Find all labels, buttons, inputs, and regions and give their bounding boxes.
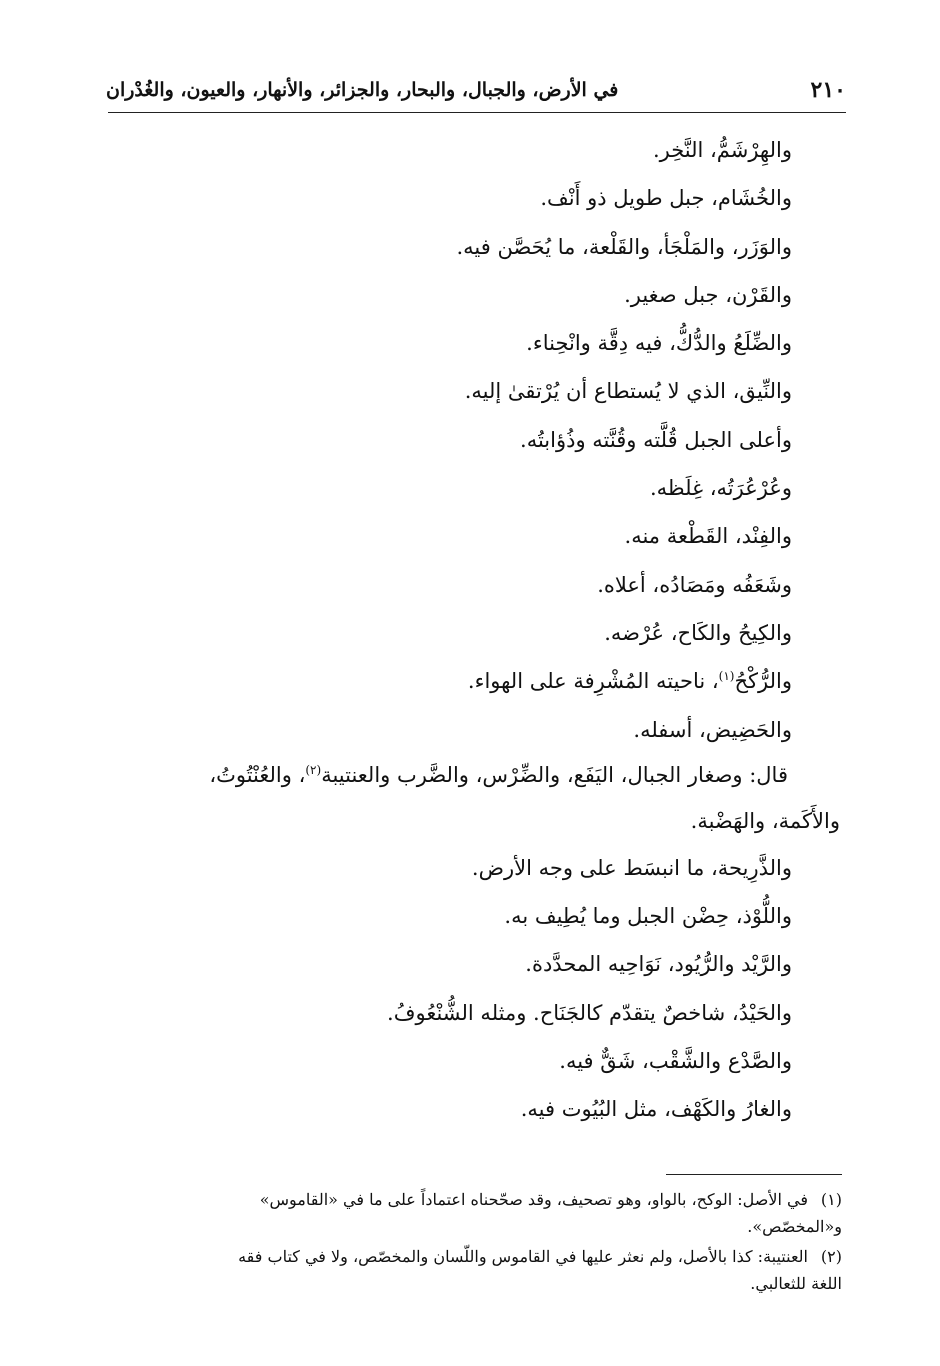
page-number: ٢١٠ [810,77,846,103]
text-fragment: ، ناحيته المُشْرِفة على الهواء. [467,669,719,694]
text-line: والكِيحُ والكَاح، عُرْضه. [604,620,792,645]
header-rule [108,112,846,113]
text-line: وعُرْعُرَتُه، غِلَظه. [649,476,792,501]
text-line: والخُشَام، جبل طويل ذو أَنْف. [540,186,792,211]
text-line: وشَعَفُه ومَصَادُه، أعلاه. [597,572,792,597]
footnote-number: (٢) [820,1247,842,1266]
footnote-1 [100,1186,842,1240]
footnote-text-cont: اللغة للثعالبي. [750,1274,842,1293]
footnote-text: في الأصل: الوكح، بالواو، وهو تصحيف، وقد صحّحناه اعتماداً على ما في «القاموس» [259,1190,808,1209]
text-line: والحَيْدُ، شاخصٌ يتقدّم كالجَنَاح. ومثله الشُّنْعُوفُ. [387,1000,792,1025]
text-line: والصَّدْع والشَّقْب، شَقٌّ فيه. [559,1049,792,1074]
footnote-ref-2[interactable]: (٢) [305,762,322,777]
paragraph-line-2: والأَكَمة، والهَضْبة. [690,808,840,833]
text-line: وأعلى الجبل قُلَّته وقُنَّته وذُؤابتُه. [520,427,792,452]
text-line: والوَزَر، والمَلْجَأ، والقَلْعة، ما يُحَصَّن فيه. [456,234,792,259]
text-line: والحَضِيض، أسفله. [633,717,792,742]
running-title: في الأرض، والجبال، والبحار، والجزائر، والأنهار، والعيون، والغُدْران [106,79,619,101]
text-fragment: قال: وصغار الجبال، اليَفَع، والضِّرْس، والضَّرب والعنتيبة [321,762,788,787]
footnote-ref-1[interactable]: (١) [718,669,735,684]
text-fragment: ، والعُنْتُوتُ، [209,762,306,787]
text-line: والضِّلَعُ والدُّكُّ، فيه دِقَّة وانْحِناء. [526,331,792,356]
footnote-text: العنتيبة: كذا بالأصل، ولم نعثر عليها في القاموس واللّسان والمخصّص، ولا في كتاب فقه [238,1247,808,1266]
text-line: واللُّوْذ، حِضْن الجبل وما يُطِيف به. [504,904,792,929]
text-line: والنِّيق، الذي لا يُستطاع أن يُرْتقىٰ إليه. [464,379,792,404]
running-head [106,70,846,110]
text-line: والرَّيْد والرُّيُود، نَوَاحِيه المحدَّدة. [525,952,792,977]
footnote-rule [666,1174,842,1175]
text-line-with-footnote [100,657,840,705]
footnote-text-cont: و«المخصّص». [747,1217,842,1236]
text-line: والهِرْشَمُّ، النَّخِر. [652,138,792,162]
paragraph-line-1 [209,763,788,787]
footnote-number: (١) [820,1190,842,1209]
footnotes [100,1186,842,1300]
text-fragment: والرُّكْحُ [734,669,792,694]
text-line: والذَّرِيحة، ما انبسَط على وجه الأرض. [471,855,792,880]
main-text [100,126,840,1134]
footnote-2 [100,1243,842,1297]
text-line: والفِنْد، القَطْعة منه. [624,524,792,549]
text-line: والقَرْن، جبل صغير. [624,282,792,307]
paragraph [100,752,840,844]
text-line: والغارُ والكَهْف، مثل البُيُوت فيه. [520,1097,792,1122]
